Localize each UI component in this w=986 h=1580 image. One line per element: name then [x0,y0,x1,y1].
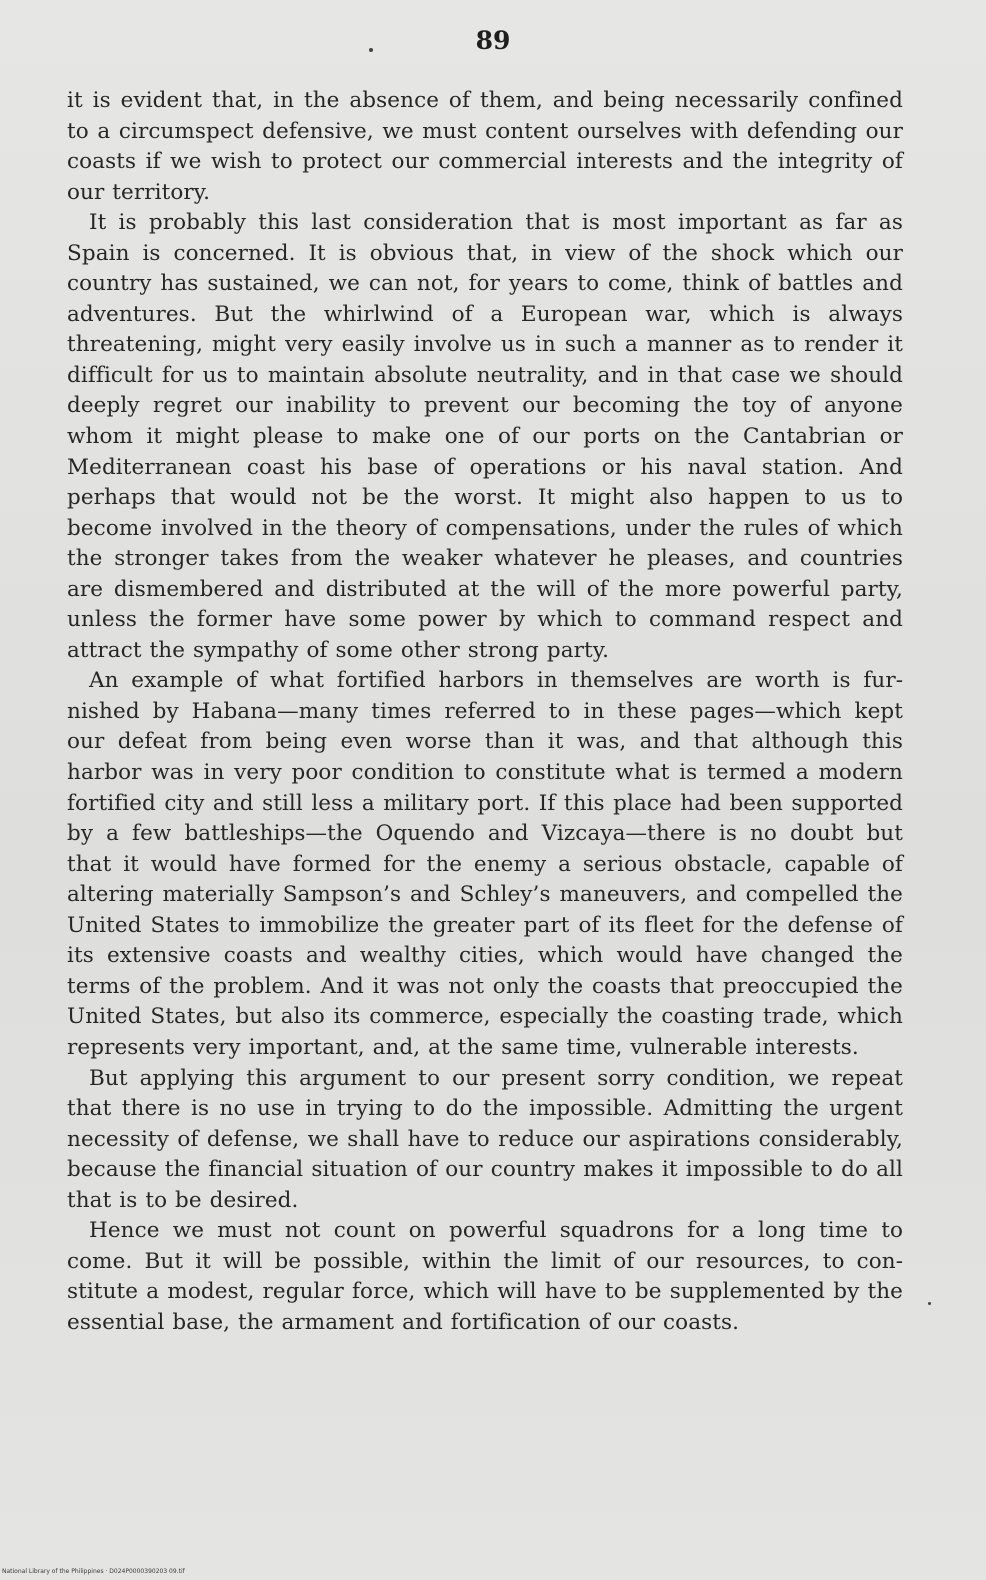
paragraph-continuation: it is evident that, in the absence of them, and being necessarily confined to a circumspect defensive, we must content ourselves with defending our coasts if we wish to protect our commercial interests and the integrity of our territory. [67,88,903,205]
paragraph: An example of what fortified harbors in themselves are worth is furnished by Habana—many times referred to in these pages—which kept our defeat from being even worse than it was, and that although this harbor was in very poor condition to constitute what is termed a modern fortified city and still less a military port. If this place had been supported by a few battleships—the Oquendo and Vizcaya—there is no doubt but that it would have formed for the enemy a serious obstacle, capable of altering materially Sampson’s and Schley’s maneuvers, and compelled the United States to immobilize the greater part of its fleet for the defense of its extensive coasts and wealthy cities, which would have changed the terms of the problem. And it was not only the coasts that preoccupied the United States, but also its commerce, especially the coasting trade, which represents very important, and, at the same time, vulnerable interests. [67,668,903,1060]
page-number: 89 [475,26,511,55]
ink-speck-top [369,48,373,52]
paragraph: Hence we must not count on powerful squadrons for a long time to come. But it will be possible, within the limit of our resources, to constitute a modest, regular force, which will have to be supplemented by the essential base, the armament and fortification of our coasts. [67,1218,903,1335]
paragraph: It is probably this last consideration that is most important as far as Spain is concerned. It is obvious that, in view of the shock which our country has sustained, we can not, for years to come, think of battles and adventures. But the whirlwind of a European war, which is always threatening, might very easily involve us in such a manner as to render it difficult for us to maintain absolute neutrality, and in that case we should deeply regret our inability to prevent our becoming the toy of anyone whom it might please to make one of our ports on the Cantabrian or Mediterranean coast his base of operations or his naval station. And perhaps that would not be the worst. It might also happen to us to become involved in the theory of compensations, under the rules of which the stronger takes from the weaker whatever he pleases, and countries are dismembered and distributed at the will of the more powerful party, unless the former have some power by which to command respect and attract the sympathy of some other strong party. [67,210,903,663]
ink-speck-right [928,1302,931,1305]
scan-footer-note: National Library of the Philippines · D024P0000390203 09.tif [2,1568,185,1575]
paragraph: But applying this argument to our present sorry condition, we repeat that there is no use in trying to do the impossible. Admitting the urgent necessity of defense, we shall have to reduce our aspirations considerably, because the financial situation of our country makes it impossible to do all that is to be desired. [67,1065,903,1213]
body-text [67,86,903,1338]
